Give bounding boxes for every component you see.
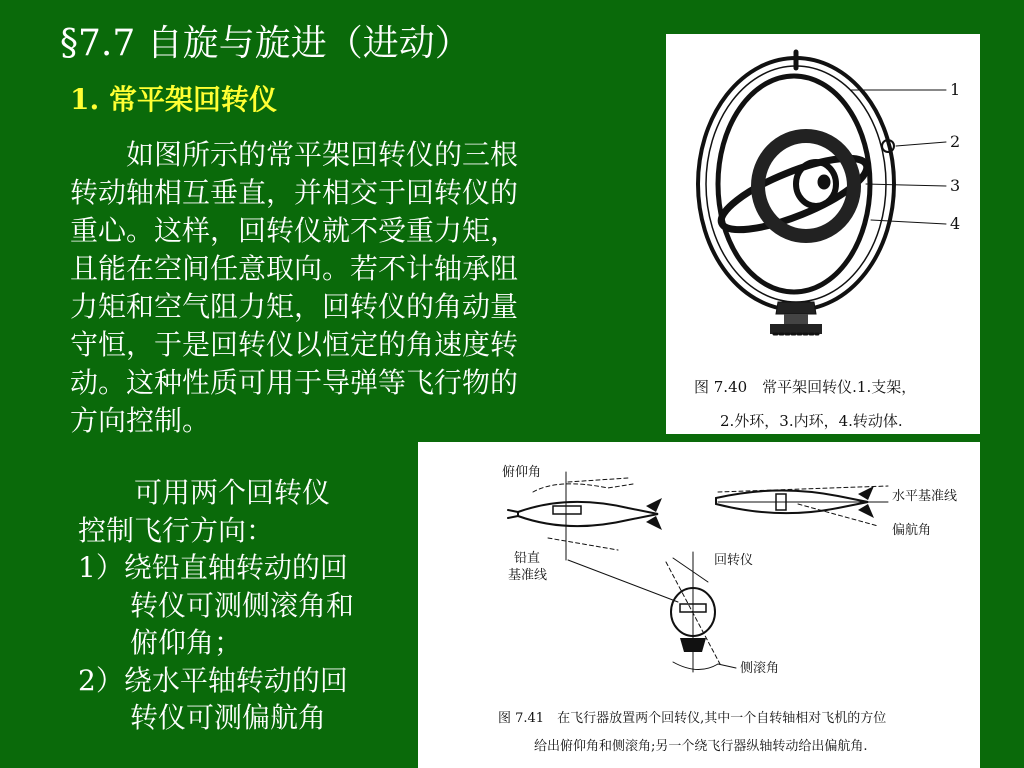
- yaw-angle-label: 偏航角: [892, 523, 932, 538]
- part-label-4: 4: [950, 214, 961, 233]
- figure-740-caption-line: 图 7.40 常平架回转仪.1.支架，: [694, 378, 917, 396]
- list-item-1-line: 俯仰角；: [130, 626, 243, 659]
- section-heading: 1. 常平架回转仪: [70, 83, 277, 116]
- list-item-2-line: 2）绕水平轴转动的回: [78, 663, 348, 697]
- list-item-1-line: 转仪可测侧滚角和: [130, 588, 355, 622]
- gyroscope-drawing: [666, 34, 980, 434]
- part-label-3: 3: [950, 176, 961, 195]
- paragraph-line: 力矩和空气阻力矩，回转仪的角动量: [70, 290, 519, 323]
- roll-angle-label: 侧滚角: [740, 661, 780, 676]
- figure-740-caption-line: 2.外环，3.内环，4.转动体.: [720, 412, 903, 430]
- paragraph-line: 转动轴相互垂直，并相交于回转仪的: [70, 176, 519, 209]
- pitch-angle-label: 俯仰角: [502, 465, 542, 480]
- vertical-ref-label: 基准线: [508, 568, 548, 583]
- vertical-ref-label: 铅直: [514, 551, 541, 566]
- paragraph-line: 方向控制。: [70, 404, 211, 437]
- figure-gimbal-gyroscope: [666, 34, 980, 434]
- paragraph-line: 且能在空间任意取向。若不计轴承阻: [70, 252, 519, 285]
- slide-title: §7.7 自旋与旋进（进动）: [60, 23, 471, 64]
- figure-741-caption-line: 图 7.41 在飞行器放置两个回转仪,其中一个自转轴相对飞机的方位: [498, 711, 887, 726]
- figure-741-caption-line: 给出俯仰角和侧滚角;另一个绕飞行器纵轴转动给出偏航角.: [534, 739, 868, 754]
- paragraph-line: 守恒，于是回转仪以恒定的角速度转: [70, 328, 519, 361]
- description-paragraph: [70, 136, 625, 440]
- gyroscope-label: 回转仪: [714, 553, 754, 568]
- list-intro-line: 可用两个回转仪: [78, 476, 331, 509]
- usage-list: [78, 474, 423, 737]
- paragraph-line: 动。这种性质可用于导弹等飞行物的: [70, 366, 519, 399]
- missile-drawing: [418, 442, 980, 768]
- paragraph-line: 重心。这样，回转仪就不受重力矩，: [70, 214, 519, 247]
- list-intro-line: 控制飞行方向：: [78, 513, 275, 547]
- paragraph-line: 如图所示的常平架回转仪的三根: [70, 138, 519, 171]
- list-item-1-line: 1）绕铅直轴转动的回: [78, 551, 348, 584]
- part-label-2: 2: [950, 132, 961, 151]
- list-item-2-line: 转仪可测偏航角: [130, 701, 327, 734]
- figure-missile-gyroscopes: [418, 442, 980, 768]
- part-label-1: 1: [950, 80, 961, 99]
- horizontal-ref-label: 水平基准线: [892, 489, 958, 504]
